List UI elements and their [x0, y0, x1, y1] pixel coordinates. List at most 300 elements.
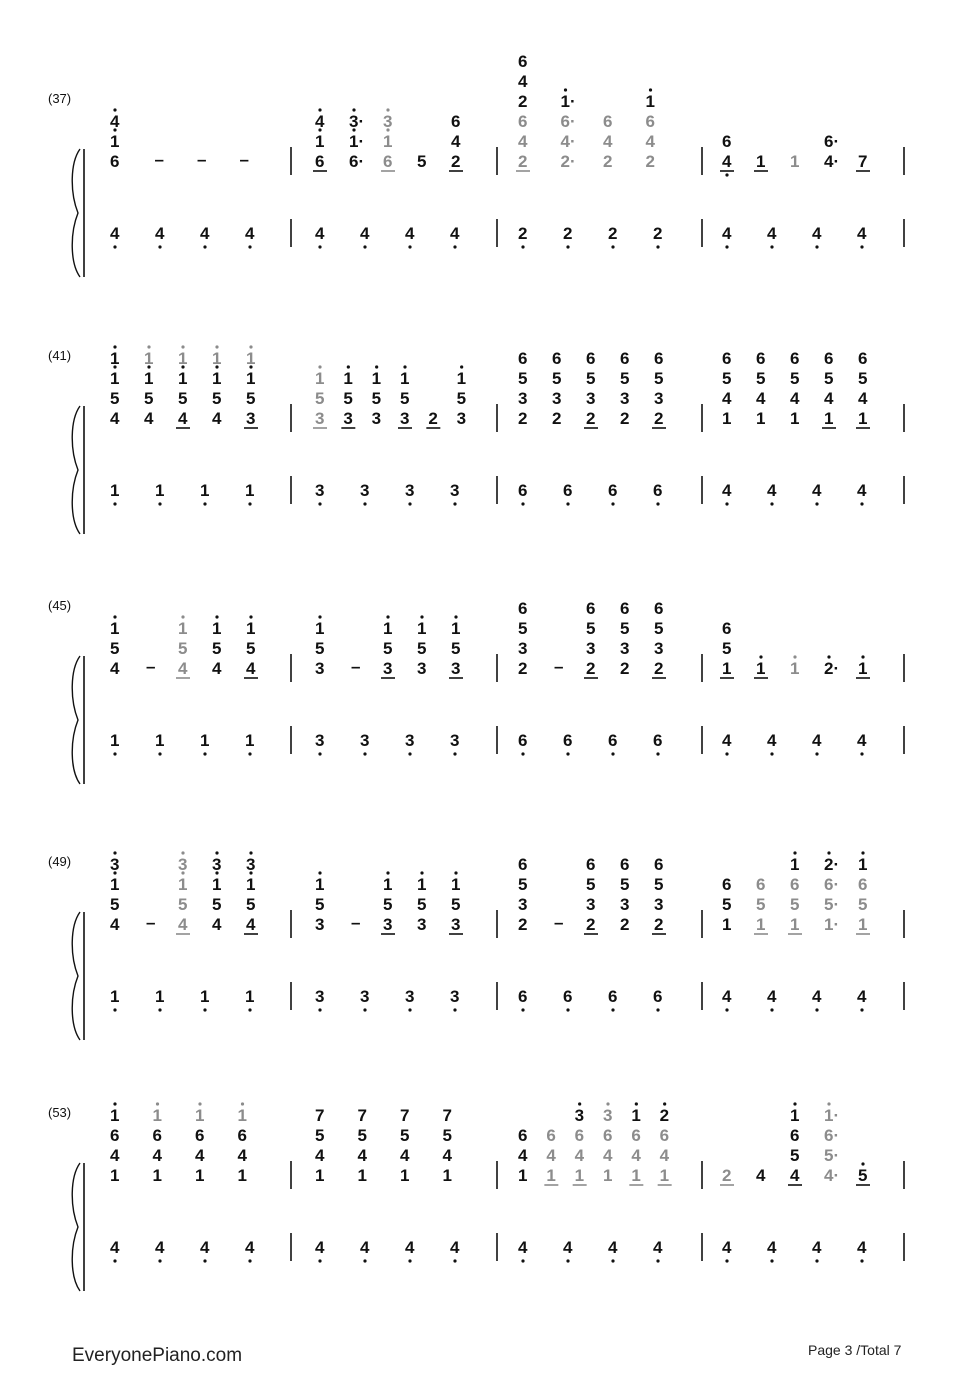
- treble-chord-note: 6: [518, 599, 528, 618]
- octave-dot-low: [566, 752, 569, 755]
- treble-chord-note: 7: [315, 1106, 325, 1125]
- treble-chord-note: 4: [315, 1146, 325, 1165]
- bass-note: 4: [563, 1238, 573, 1257]
- treble-chord-note: 6·: [824, 875, 840, 894]
- treble-chord-note: 4: [400, 1146, 410, 1165]
- treble-chord-note: 5: [518, 619, 528, 638]
- octave-dot-high: [113, 615, 116, 618]
- octave-dot-low: [453, 752, 456, 755]
- octave-dot-high: [793, 1102, 796, 1105]
- treble-chord-note: 4: [603, 1146, 613, 1165]
- treble-note: 1: [722, 659, 732, 678]
- octave-dot-high: [113, 108, 116, 111]
- octave-dot-low: [770, 1008, 773, 1011]
- treble-chord-note: 4: [518, 132, 528, 151]
- octave-dot-low: [725, 245, 728, 248]
- treble-chord-note: 4: [518, 1146, 528, 1165]
- treble-chord-note: 1: [315, 875, 325, 894]
- treble-chord-note: 5: [212, 639, 222, 658]
- octave-dot-high: [318, 871, 321, 874]
- bass-note: 6: [518, 987, 528, 1006]
- treble-chord-note: 1: [315, 369, 325, 388]
- treble-note: 1: [518, 1166, 528, 1185]
- bass-note: 4: [245, 1238, 255, 1257]
- treble-chord-note: 1: [383, 132, 393, 151]
- treble-chord-note: 5: [178, 639, 188, 658]
- treble-chord-note: 1: [110, 875, 120, 894]
- sustain-dash: –: [554, 657, 564, 676]
- octave-dot-high: [375, 365, 378, 368]
- treble-note: 2: [654, 409, 664, 428]
- treble-chord-note: 5: [586, 619, 596, 638]
- octave-dot-low: [363, 1008, 366, 1011]
- treble-chord-note: 4: [315, 112, 325, 131]
- octave-dot-high: [861, 655, 864, 658]
- bass-note: 4: [812, 1238, 822, 1257]
- treble-chord-note: 7: [400, 1106, 410, 1125]
- treble-chord-note: 6: [722, 349, 732, 368]
- octave-dot-low: [408, 752, 411, 755]
- treble-chord-note: 1: [144, 369, 154, 388]
- octave-dot-low: [203, 245, 206, 248]
- octave-dot-low: [113, 245, 116, 248]
- octave-dot-low: [453, 1008, 456, 1011]
- octave-dot-low: [770, 752, 773, 755]
- treble-chord-note: 6: [756, 349, 766, 368]
- sustain-dash: –: [146, 913, 156, 932]
- treble-note: 4: [110, 409, 120, 428]
- treble-chord-note: 1: [110, 132, 120, 151]
- bass-note: 4: [812, 731, 822, 750]
- bass-note: 4: [812, 987, 822, 1006]
- octave-dot-high: [454, 871, 457, 874]
- sustain-dash: –: [197, 150, 207, 169]
- treble-chord-note: 5: [722, 369, 732, 388]
- octave-dot-high: [793, 851, 796, 854]
- octave-dot-low: [566, 1259, 569, 1262]
- sustain-dash: –: [554, 913, 564, 932]
- bass-note: 4: [767, 224, 777, 243]
- octave-dot-high: [606, 1102, 609, 1105]
- octave-dot-low: [453, 1259, 456, 1262]
- treble-note: 3: [383, 915, 393, 934]
- grand-staff-brace: [72, 912, 80, 1040]
- bass-note: 4: [200, 224, 210, 243]
- octave-dot-low: [566, 245, 569, 248]
- treble-note: 4: [246, 659, 256, 678]
- treble-note: 4·: [824, 152, 840, 171]
- treble-note: 1: [110, 1166, 120, 1185]
- octave-dot-low: [248, 752, 251, 755]
- treble-chord-note: 5: [400, 1126, 410, 1145]
- octave-dot-high: [386, 615, 389, 618]
- octave-dot-high: [215, 345, 218, 348]
- bass-note: 1: [110, 481, 120, 500]
- treble-chord-note: 3: [178, 855, 188, 874]
- treble-note: 4: [722, 152, 732, 171]
- treble-chord-note: 6: [518, 112, 528, 131]
- octave-dot-low: [725, 752, 728, 755]
- bass-note: 4: [405, 224, 415, 243]
- bass-note: 1: [200, 987, 210, 1006]
- treble-chord-note: 1: [383, 619, 393, 638]
- bass-note: 1: [110, 987, 120, 1006]
- octave-dot-low: [203, 1259, 206, 1262]
- treble-chord-note: 1: [417, 619, 427, 638]
- treble-chord-note: 2: [518, 92, 528, 111]
- treble-chord-note: 6: [722, 875, 732, 894]
- bass-note: 4: [315, 224, 325, 243]
- treble-note: 2: [451, 152, 461, 171]
- bass-note: 4: [722, 1238, 732, 1257]
- octave-dot-low: [815, 1008, 818, 1011]
- treble-note: 3: [246, 409, 256, 428]
- treble-note: 4·: [824, 1166, 840, 1185]
- octave-dot-low: [656, 502, 659, 505]
- treble-chord-note: 4: [195, 1146, 205, 1165]
- treble-note: 1: [858, 915, 868, 934]
- treble-chord-note: 5: [110, 895, 120, 914]
- treble-chord-note: 5: [654, 875, 664, 894]
- treble-chord-note: 4: [824, 389, 834, 408]
- octave-dot-low: [248, 1259, 251, 1262]
- octave-dot-low: [815, 245, 818, 248]
- bass-note: 1: [110, 731, 120, 750]
- treble-note: 2: [586, 659, 596, 678]
- treble-chord-note: 5·: [824, 895, 840, 914]
- bass-note: 4: [722, 987, 732, 1006]
- treble-chord-note: 6: [722, 132, 732, 151]
- bass-note: 3: [360, 731, 370, 750]
- treble-note: 3: [371, 409, 382, 428]
- octave-dot-low: [363, 245, 366, 248]
- bass-note: 4: [518, 1238, 528, 1257]
- bass-note: 1: [155, 481, 165, 500]
- octave-dot-high: [454, 615, 457, 618]
- octave-dot-low: [318, 502, 321, 505]
- treble-chord-note: 6: [518, 855, 528, 874]
- treble-chord-note: 3: [654, 895, 664, 914]
- treble-chord-note: 1·: [824, 1106, 840, 1125]
- bass-note: 4: [360, 224, 370, 243]
- octave-dot-low: [363, 502, 366, 505]
- treble-chord-note: 5: [315, 389, 325, 408]
- octave-dot-high: [249, 851, 252, 854]
- treble-chord-note: 6: [603, 1126, 613, 1145]
- bass-note: 3: [450, 987, 460, 1006]
- treble-chord-note: 5: [442, 1126, 452, 1145]
- octave-dot-high: [113, 851, 116, 854]
- treble-chord-note: 6: [645, 112, 655, 131]
- treble-chord-note: 4: [451, 132, 461, 151]
- octave-dot-high: [420, 871, 423, 874]
- treble-chord-note: 1: [417, 875, 427, 894]
- octave-dot-high: [578, 1102, 581, 1105]
- bass-note: 4: [110, 224, 120, 243]
- bass-note: 3: [405, 481, 415, 500]
- treble-chord-note: 4: [518, 72, 528, 91]
- treble-note: 1: [442, 1166, 452, 1185]
- octave-dot-low: [318, 245, 321, 248]
- treble-note: 4: [212, 659, 222, 678]
- treble-note: 1: [790, 659, 800, 678]
- bass-note: 3: [360, 481, 370, 500]
- treble-chord-note: 1: [246, 875, 256, 894]
- octave-dot-low: [860, 502, 863, 505]
- treble-chord-note: 4: [442, 1146, 452, 1165]
- bass-note: 4: [857, 1238, 867, 1257]
- treble-chord-note: 7: [357, 1106, 367, 1125]
- treble-chord-note: 6: [518, 1126, 528, 1145]
- octave-dot-low: [158, 752, 161, 755]
- treble-chord-note: 5: [417, 639, 427, 658]
- treble-chord-note: 1: [195, 1106, 205, 1125]
- treble-chord-note: 5: [790, 1146, 800, 1165]
- treble-chord-note: 1: [178, 619, 188, 638]
- bass-note: 4: [405, 1238, 415, 1257]
- treble-note: 3: [343, 409, 353, 428]
- treble-chord-note: 4: [790, 389, 800, 408]
- treble-note: 2: [518, 409, 528, 428]
- bass-note: 3: [405, 731, 415, 750]
- bass-note: 4: [722, 224, 732, 243]
- treble-chord-note: 5: [343, 389, 353, 408]
- treble-chord-note: 6: [518, 52, 528, 71]
- bass-note: 6: [563, 987, 573, 1006]
- bass-note: 4: [315, 1238, 325, 1257]
- treble-chord-note: 3: [383, 112, 393, 131]
- treble-chord-note: 3: [574, 1106, 585, 1125]
- octave-dot-low: [158, 502, 161, 505]
- treble-chord-note: 5: [315, 639, 325, 658]
- octave-dot-low: [860, 1259, 863, 1262]
- bass-note: 4: [857, 224, 867, 243]
- octave-dot-high: [241, 1102, 244, 1105]
- bass-note: 1: [155, 987, 165, 1006]
- bass-note: 4: [608, 1238, 618, 1257]
- treble-note: 1: [858, 659, 868, 678]
- bass-note: 1: [245, 481, 255, 500]
- treble-chord-note: 1: [400, 369, 410, 388]
- octave-dot-high: [420, 615, 423, 618]
- treble-note: 1: [237, 1166, 247, 1185]
- treble-chord-note: 3: [654, 389, 664, 408]
- octave-dot-high: [147, 345, 150, 348]
- bass-note: 6: [563, 731, 573, 750]
- treble-note: 3: [417, 915, 427, 934]
- octave-dot-low: [860, 1008, 863, 1011]
- treble-note: 4: [212, 409, 222, 428]
- octave-dot-low: [815, 1259, 818, 1262]
- treble-chord-note: 5: [824, 369, 834, 388]
- treble-note: 3: [315, 409, 325, 428]
- octave-dot-low: [521, 1259, 524, 1262]
- bass-note: 4: [857, 481, 867, 500]
- treble-chord-note: 6·: [560, 112, 576, 131]
- treble-chord-note: 5: [456, 389, 467, 408]
- treble-note: 2: [645, 152, 655, 171]
- treble-chord-note: 5: [246, 389, 256, 408]
- octave-dot-low: [203, 752, 206, 755]
- octave-dot-low: [113, 502, 116, 505]
- octave-dot-high: [759, 655, 762, 658]
- bass-note: 2: [608, 224, 618, 243]
- bass-note: 1: [245, 987, 255, 1006]
- treble-chord-note: 5: [586, 875, 596, 894]
- treble-chord-note: 6: [195, 1126, 205, 1145]
- treble-chord-note: 5: [756, 895, 766, 914]
- treble-chord-note: 4: [110, 1146, 120, 1165]
- bass-note: 6: [653, 731, 663, 750]
- octave-dot-high: [181, 615, 184, 618]
- octave-dot-low: [611, 752, 614, 755]
- treble-chord-note: 6: [603, 112, 613, 131]
- treble-chord-note: 5: [620, 619, 630, 638]
- treble-chord-note: 5: [178, 895, 188, 914]
- octave-dot-low: [770, 1259, 773, 1262]
- octave-dot-low: [566, 1008, 569, 1011]
- grand-staff-brace: [72, 406, 80, 534]
- octave-dot-low: [521, 245, 524, 248]
- treble-chord-note: 1: [315, 132, 325, 151]
- octave-dot-high: [793, 655, 796, 658]
- bass-note: 6: [608, 987, 618, 1006]
- treble-note: 7: [858, 152, 868, 171]
- bass-note: 3: [450, 481, 460, 500]
- bass-note: 4: [857, 987, 867, 1006]
- treble-chord-note: 1: [110, 369, 120, 388]
- treble-chord-note: 1: [144, 349, 154, 368]
- treble-note: 3: [417, 659, 427, 678]
- treble-chord-note: 6: [574, 1126, 585, 1145]
- treble-note: 1: [790, 409, 800, 428]
- octave-dot-low: [158, 1259, 161, 1262]
- treble-chord-note: 5: [383, 639, 393, 658]
- treble-note: 4: [110, 915, 120, 934]
- treble-chord-note: 6: [654, 349, 664, 368]
- treble-chord-note: 5: [518, 875, 528, 894]
- octave-dot-low: [725, 502, 728, 505]
- treble-chord-note: 6: [620, 855, 630, 874]
- measure-number: (49): [48, 854, 72, 869]
- treble-note: 1: [574, 1166, 585, 1185]
- treble-chord-note: 1: [858, 855, 868, 874]
- treble-note: 1: [152, 1166, 162, 1185]
- measure-number: (37): [48, 91, 72, 106]
- octave-dot-low: [860, 752, 863, 755]
- treble-note: 1: [400, 1166, 410, 1185]
- octave-dot-low: [113, 1008, 116, 1011]
- octave-dot-low: [656, 1008, 659, 1011]
- treble-chord-note: 5: [400, 389, 410, 408]
- treble-chord-note: 5: [858, 369, 868, 388]
- treble-chord-note: 1: [451, 619, 461, 638]
- treble-chord-note: 6: [552, 349, 562, 368]
- treble-note: 4: [110, 659, 120, 678]
- treble-note: 1: [195, 1166, 205, 1185]
- treble-chord-note: 1: [246, 349, 256, 368]
- treble-chord-note: 3: [212, 855, 222, 874]
- treble-chord-note: 5: [756, 369, 766, 388]
- octave-dot-high: [386, 108, 389, 111]
- treble-note: 2: [654, 659, 664, 678]
- octave-dot-low: [248, 245, 251, 248]
- treble-chord-note: 3: [518, 895, 528, 914]
- treble-chord-note: 1: [383, 875, 393, 894]
- treble-chord-note: 5: [518, 369, 528, 388]
- treble-note: 1·: [824, 915, 840, 934]
- treble-note: 4: [178, 915, 188, 934]
- bass-note: 3: [405, 987, 415, 1006]
- octave-dot-high: [635, 1102, 638, 1105]
- treble-note: 1: [790, 915, 800, 934]
- treble-chord-note: 3: [654, 639, 664, 658]
- treble-note: 1: [315, 1166, 325, 1185]
- octave-dot-high: [649, 88, 652, 91]
- octave-dot-low: [408, 245, 411, 248]
- treble-chord-note: 1: [315, 619, 325, 638]
- bass-note: 1: [200, 481, 210, 500]
- treble-chord-note: 1: [178, 369, 188, 388]
- treble-note: 1: [790, 152, 800, 171]
- treble-note: 5: [858, 1166, 868, 1185]
- treble-chord-note: 6: [858, 875, 868, 894]
- bass-note: 4: [812, 224, 822, 243]
- treble-chord-note: 4: [110, 112, 120, 131]
- sustain-dash: –: [239, 150, 249, 169]
- octave-dot-high: [215, 851, 218, 854]
- treble-note: 4: [178, 659, 188, 678]
- sustain-dash: –: [351, 913, 361, 932]
- treble-note: 2: [518, 915, 528, 934]
- treble-chord-note: 5·: [824, 1146, 840, 1165]
- bass-note: 4: [857, 731, 867, 750]
- treble-note: 1: [858, 409, 868, 428]
- octave-dot-high: [113, 345, 116, 348]
- octave-dot-high: [861, 1162, 864, 1165]
- treble-note: 1: [631, 1166, 641, 1185]
- treble-chord-note: 6: [790, 1126, 800, 1145]
- treble-chord-note: 4: [645, 132, 655, 151]
- treble-chord-note: 6: [654, 855, 664, 874]
- treble-chord-note: 1: [178, 349, 188, 368]
- treble-chord-note: 6: [237, 1126, 247, 1145]
- sustain-dash: –: [351, 657, 361, 676]
- octave-dot-low: [770, 502, 773, 505]
- bass-note: 1: [155, 731, 165, 750]
- bass-note: 4: [653, 1238, 663, 1257]
- treble-chord-note: 5: [110, 389, 120, 408]
- treble-chord-note: 1: [152, 1106, 162, 1125]
- treble-chord-note: 6: [586, 855, 596, 874]
- treble-chord-note: 4: [237, 1146, 247, 1165]
- treble-chord-note: 1: [246, 619, 256, 638]
- bass-note: 4: [360, 1238, 370, 1257]
- bass-note: 4: [450, 1238, 460, 1257]
- octave-dot-high: [181, 851, 184, 854]
- bass-note: 6: [608, 481, 618, 500]
- treble-chord-note: 2·: [824, 855, 840, 874]
- bass-note: 2: [518, 224, 528, 243]
- site-watermark: EveryonePiano.com: [72, 1345, 243, 1366]
- measure-number: (41): [48, 348, 72, 363]
- treble-note: 1: [824, 409, 834, 428]
- treble-chord-note: 1: [110, 349, 120, 368]
- treble-note: 6: [110, 152, 120, 171]
- octave-dot-high: [156, 1102, 159, 1105]
- octave-dot-low: [656, 752, 659, 755]
- treble-chord-note: 5: [790, 895, 800, 914]
